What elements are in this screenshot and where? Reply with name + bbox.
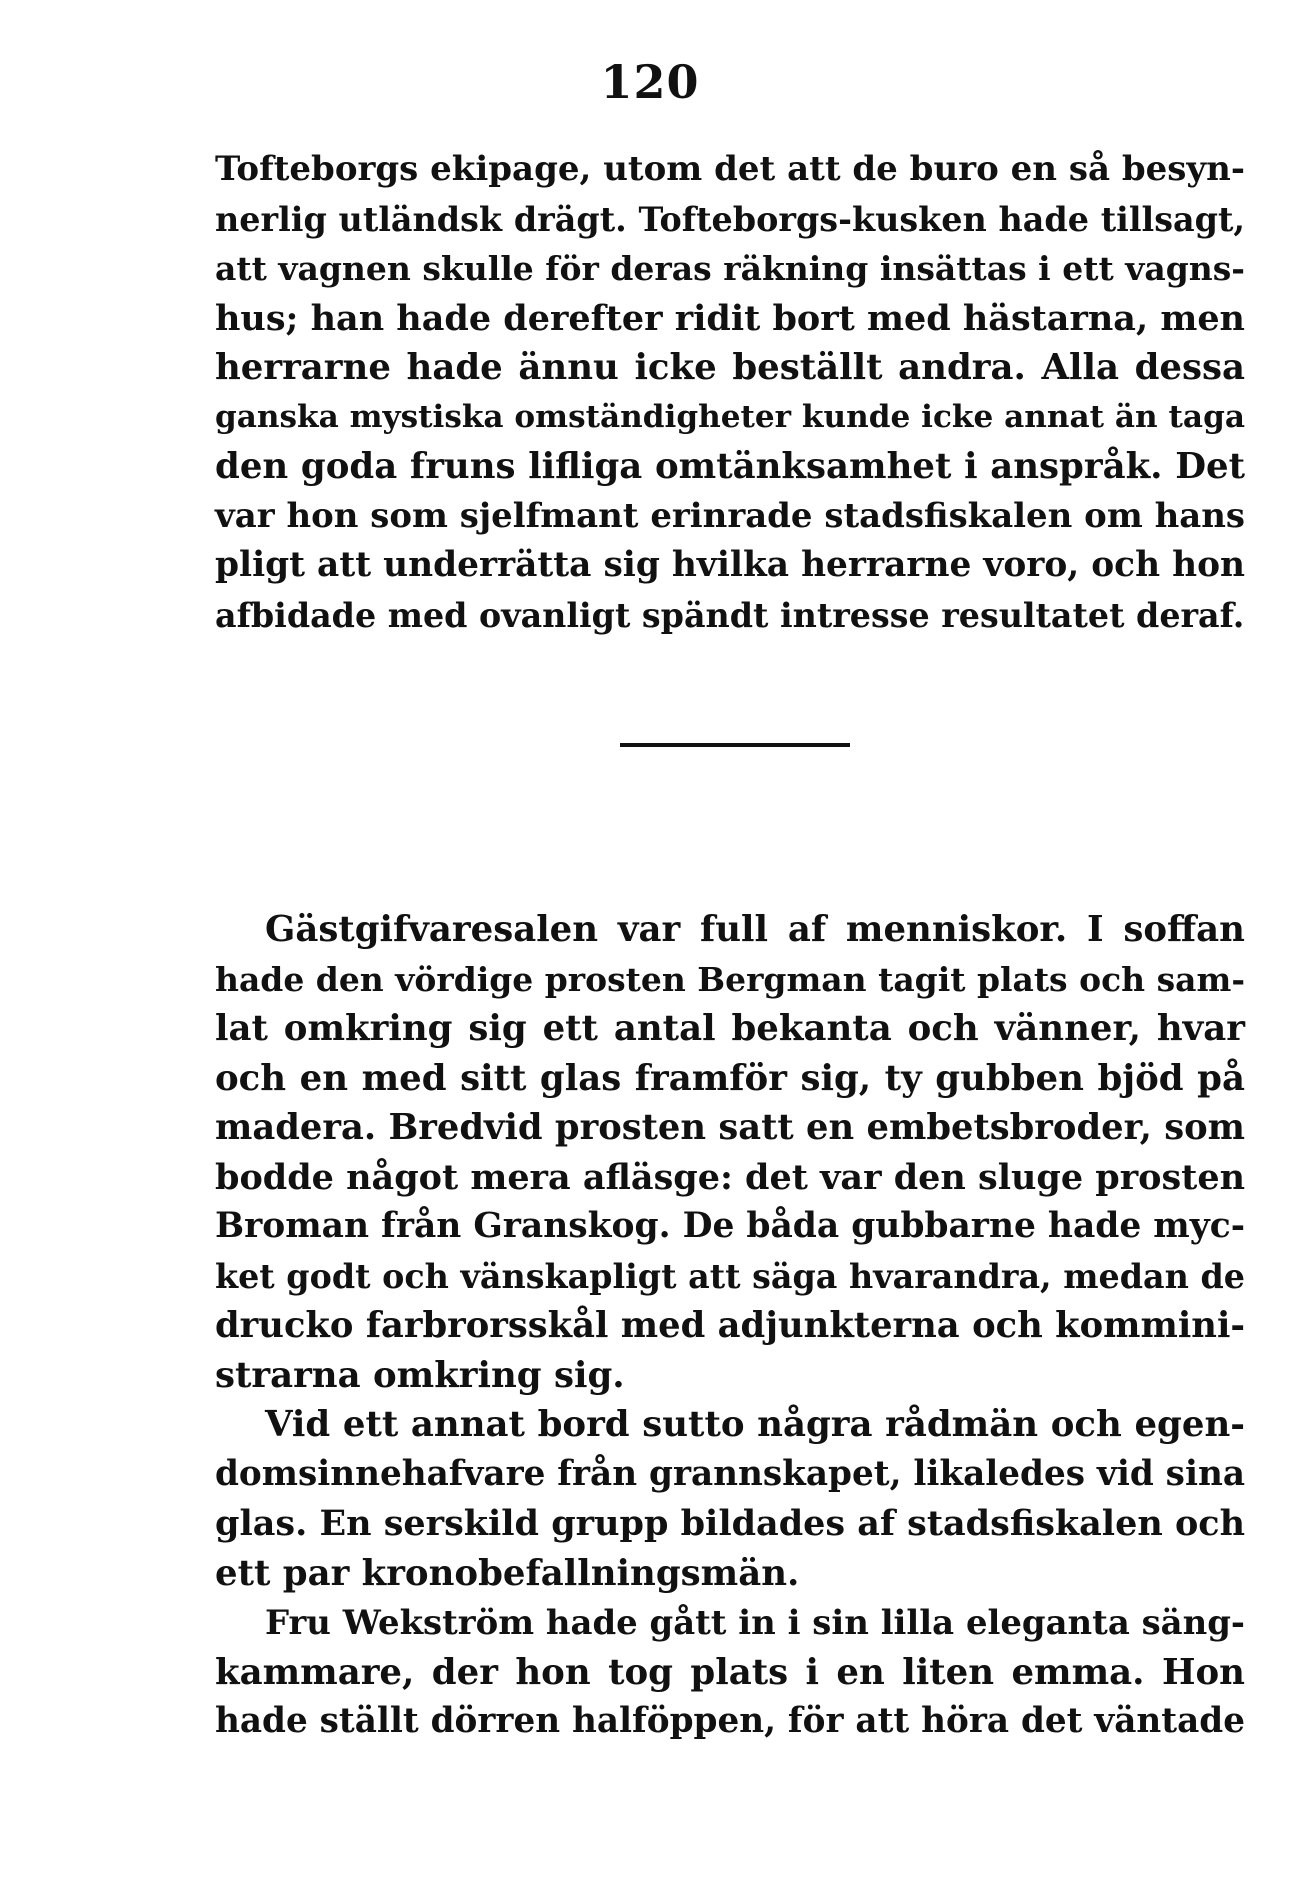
section-separator (620, 743, 850, 747)
text-line: hus; han hade derefter ridit bort med hästarna, men (215, 297, 1245, 339)
text-line: pligt att underrätta sig hvilka herrarne voro, och hon (215, 545, 1245, 585)
text-line: hade den vördige prosten Bergman tagit plats och sam- (215, 959, 1245, 999)
text-line: den goda fruns lifliga omtänksamhet i anspråk. Det (215, 446, 1245, 487)
text-line: ganska mystiska omständigheter kunde icke annat än taga (215, 398, 1245, 435)
text-line: var hon som sjelfmant erinrade stadsfiskalen om hans (215, 495, 1245, 536)
text-line: Vid ett annat bord sutto några rådmän och egen- (265, 1404, 1245, 1445)
text-line: Fru Wekström hade gått in i sin lilla eleganta säng- (265, 1602, 1245, 1642)
text-line: lat omkring sig ett antal bekanta och vänner, hvar (215, 1008, 1245, 1049)
text-line: Gästgifvaresalen var full af menniskor. I soffan (265, 909, 1245, 950)
text-line: bodde något mera afläsge: det var den sluge prosten (215, 1156, 1245, 1198)
page-number: 120 (600, 55, 700, 109)
text-line: Tofteborgs ekipage, utom det att de buro en så besyn- (215, 149, 1245, 189)
text-line: ett par kronobefallningsmän. (215, 1552, 800, 1594)
text-line: strarna omkring sig. (215, 1354, 625, 1396)
text-line: herrarne hade ännu icke beställt andra. Alla dessa (215, 347, 1245, 388)
text-line: drucko farbrorsskål med adjunkterna och kommini- (215, 1305, 1245, 1346)
text-line: madera. Bredvid prosten satt en embetsbroder, som (215, 1107, 1245, 1148)
text-line: domsinnehafvare från grannskapet, likaledes vid sina (215, 1453, 1245, 1494)
text-line: hade ställt dörren halföppen, för att höra det väntade (215, 1701, 1245, 1741)
text-line: glas. En serskild grupp bildades af stadsfiskalen och (215, 1503, 1245, 1544)
paragraph-continuation (215, 145, 1245, 640)
text-line: Broman från Granskog. De båda gubbarne hade myc- (215, 1206, 1245, 1246)
text-line: ket godt och vänskapligt att säga hvarandra, medan de (215, 1256, 1245, 1296)
text-line: kammare, der hon tog plats i en liten emma. Hon (215, 1651, 1245, 1693)
text-line: afbidade med ovanligt spändt intresse resultatet deraf. (215, 595, 1245, 635)
text-line: nerlig utländsk drägt. Tofteborgs-kusken hade tillsagt, (215, 199, 1245, 239)
section-body (215, 905, 1245, 1747)
text-line: att vagnen skulle för deras räkning insättas i ett vagns- (215, 249, 1245, 288)
text-line: och en med sitt glas framför sig, ty gubben bjöd på (215, 1057, 1245, 1099)
